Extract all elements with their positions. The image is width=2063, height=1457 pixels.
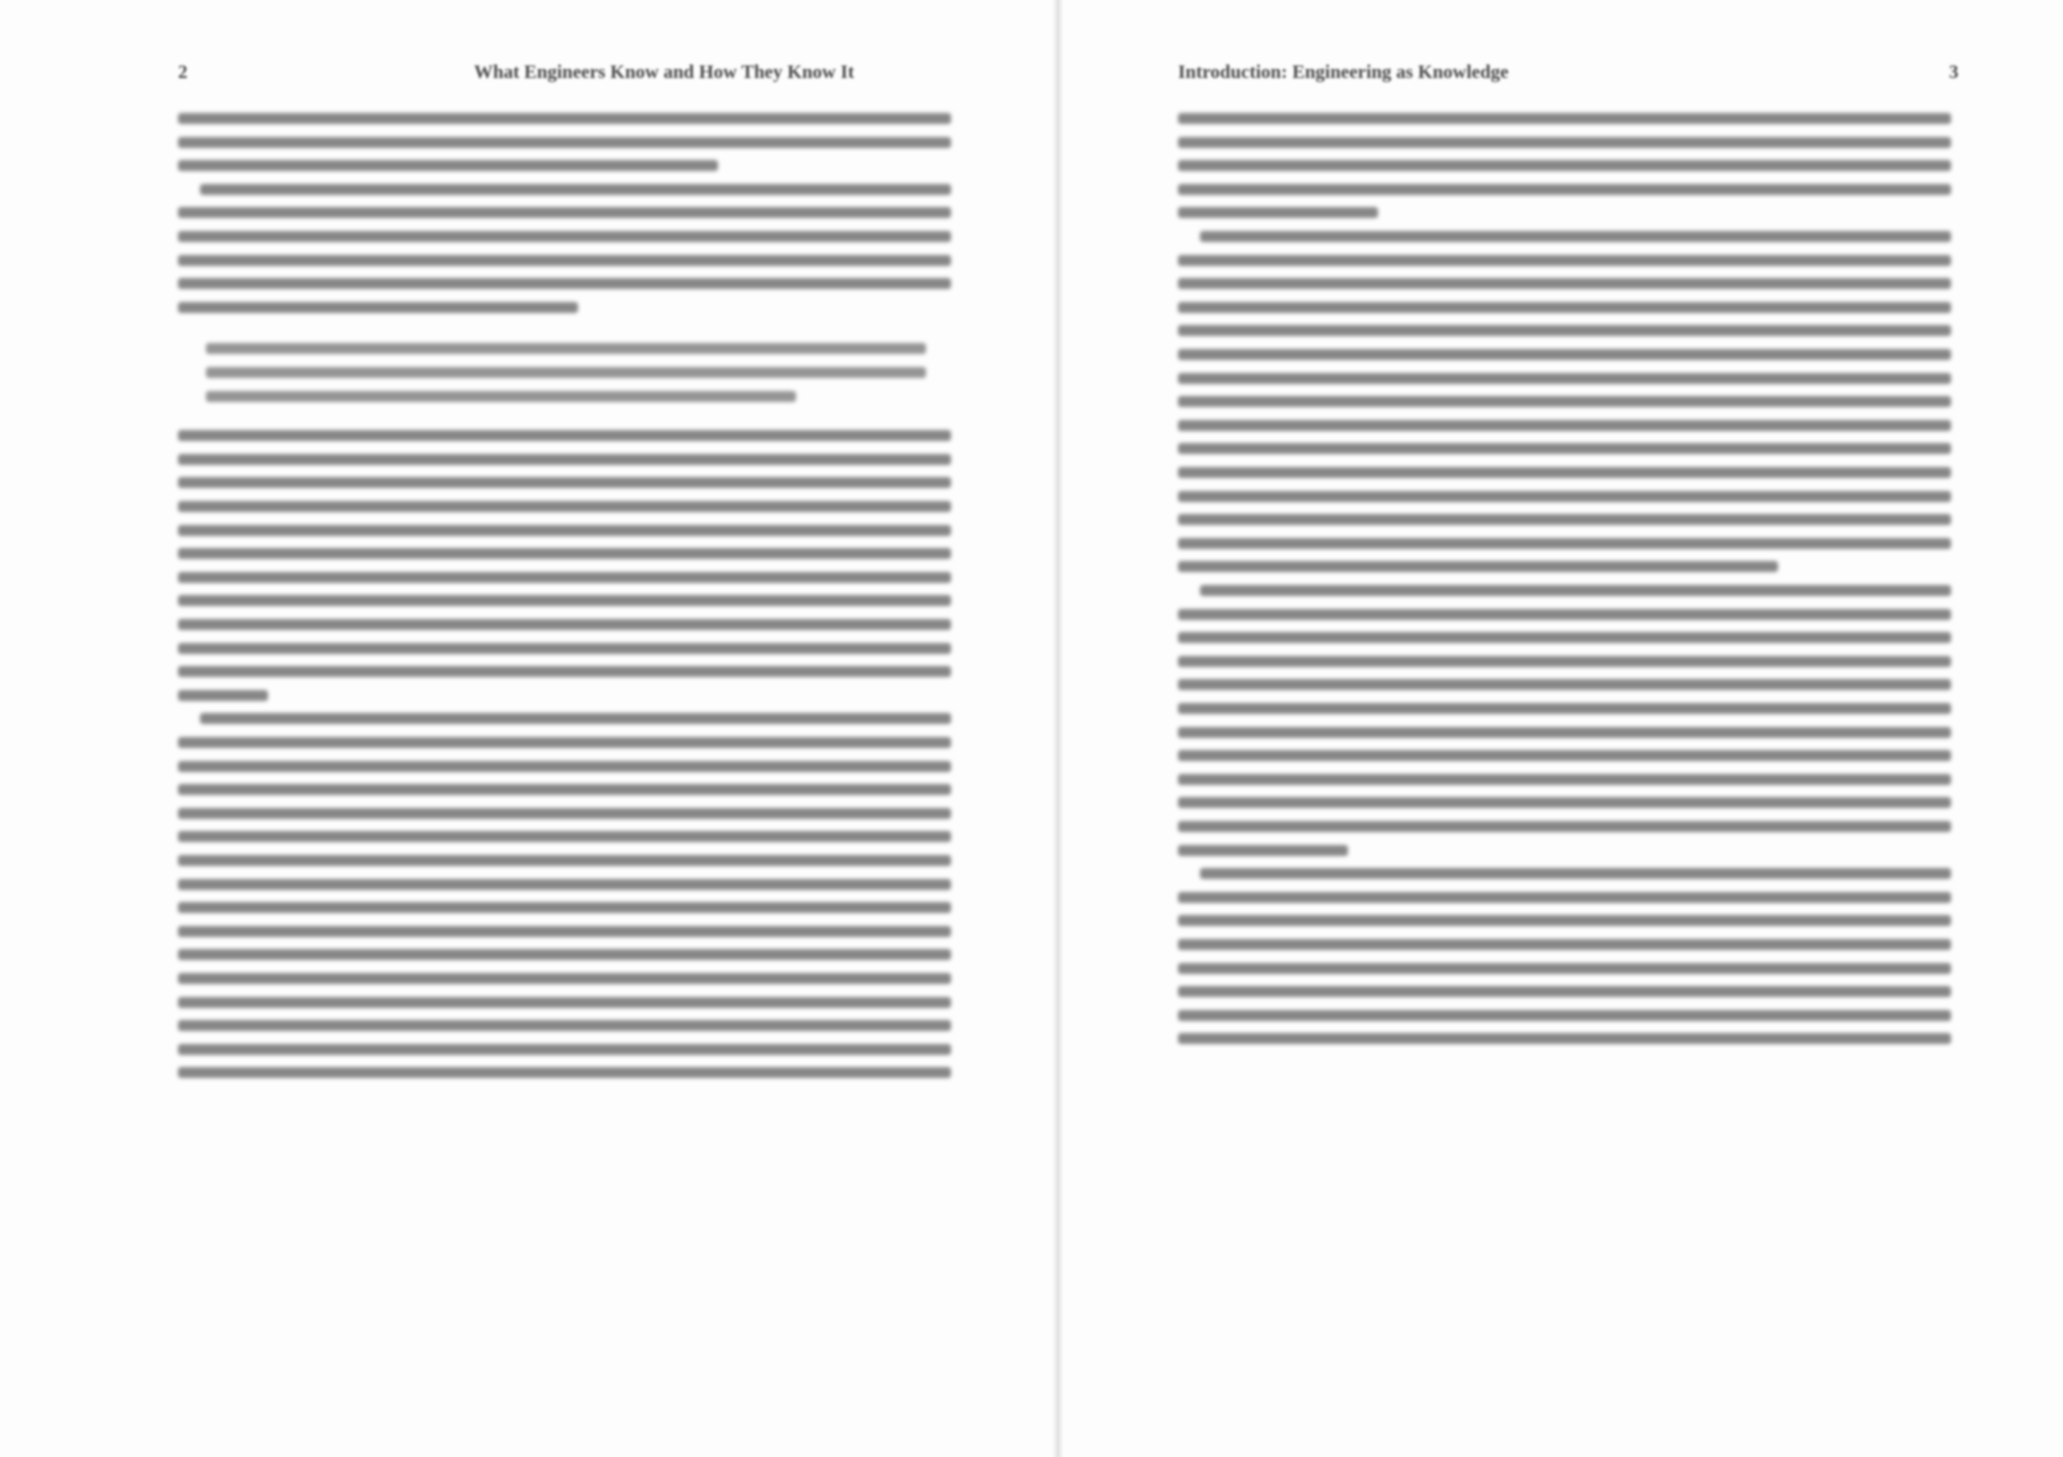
- text-line: [1178, 915, 1951, 926]
- text-line: [178, 454, 951, 465]
- text-line: [1178, 113, 1951, 124]
- text-line: [1178, 325, 1951, 336]
- text-line: [178, 1044, 951, 1055]
- text-line: [178, 666, 951, 677]
- text-line: [178, 595, 951, 606]
- text-line: [1200, 231, 1951, 242]
- text-line: [1178, 538, 1951, 549]
- text-line: [178, 619, 951, 630]
- text-line: [200, 184, 951, 195]
- text-line: [178, 1067, 951, 1078]
- left-page-number: 2: [178, 62, 188, 83]
- text-line: [1178, 679, 1951, 690]
- text-line: [1178, 892, 1951, 903]
- text-line: [178, 231, 951, 242]
- text-line: [1178, 443, 1951, 454]
- text-line: [178, 113, 951, 124]
- text-line: [1178, 255, 1951, 266]
- text-line: [178, 501, 951, 512]
- text-line: [178, 831, 951, 842]
- text-line: [206, 391, 796, 402]
- text-line: [178, 207, 951, 218]
- text-line: [178, 1020, 951, 1031]
- text-line: [1178, 396, 1951, 407]
- text-line: [178, 902, 951, 913]
- text-line: [1178, 1033, 1951, 1044]
- text-line: [178, 761, 951, 772]
- text-line: [178, 430, 951, 441]
- text-line: [1200, 585, 1951, 596]
- text-line: [1178, 986, 1951, 997]
- text-line: [1178, 609, 1951, 620]
- text-line: [1178, 750, 1951, 761]
- text-line: [1178, 207, 1378, 218]
- text-line: [1178, 939, 1951, 950]
- text-line: [178, 477, 951, 488]
- text-line: [178, 973, 951, 984]
- text-line: [1178, 821, 1951, 832]
- text-line: [206, 367, 926, 378]
- text-line: [178, 808, 951, 819]
- text-line: [206, 343, 926, 354]
- text-line: [178, 949, 951, 960]
- text-line: [178, 784, 951, 795]
- text-line: [178, 255, 951, 266]
- right-page: [1064, 0, 2063, 1457]
- text-line: [178, 548, 951, 559]
- text-line: [1178, 1010, 1951, 1021]
- text-line: [1178, 703, 1951, 714]
- text-line: [1178, 963, 1951, 974]
- text-line: [200, 713, 951, 724]
- text-line: [1178, 302, 1951, 313]
- right-page-number: 3: [1949, 62, 1959, 83]
- text-line: [1178, 491, 1951, 502]
- text-line: [1178, 561, 1778, 572]
- text-line: [1178, 420, 1951, 431]
- text-line: [178, 137, 951, 148]
- text-line: [178, 879, 951, 890]
- text-line: [1178, 137, 1951, 148]
- text-line: [178, 737, 951, 748]
- text-line: [178, 926, 951, 937]
- left-running-head: What Engineers Know and How They Know It: [474, 62, 855, 83]
- text-line: [1178, 278, 1951, 289]
- text-line: [1178, 774, 1951, 785]
- text-line: [178, 855, 951, 866]
- text-line: [1178, 349, 1951, 360]
- book-gutter: [1052, 0, 1064, 1457]
- right-running-head: Introduction: Engineering as Knowledge: [1178, 62, 1509, 83]
- text-line: [178, 525, 951, 536]
- text-line: [178, 160, 718, 171]
- text-line: [178, 690, 268, 701]
- text-line: [178, 302, 578, 313]
- text-line: [178, 572, 951, 583]
- text-line: [178, 643, 951, 654]
- text-line: [1178, 184, 1951, 195]
- text-line: [1178, 656, 1951, 667]
- text-line: [1178, 727, 1951, 738]
- text-line: [1200, 868, 1951, 879]
- text-line: [1178, 373, 1951, 384]
- text-line: [1178, 467, 1951, 478]
- text-line: [178, 997, 951, 1008]
- text-line: [1178, 632, 1951, 643]
- text-line: [1178, 160, 1951, 171]
- text-line: [1178, 514, 1951, 525]
- text-line: [178, 278, 951, 289]
- text-line: [1178, 797, 1951, 808]
- text-line: [1178, 845, 1348, 856]
